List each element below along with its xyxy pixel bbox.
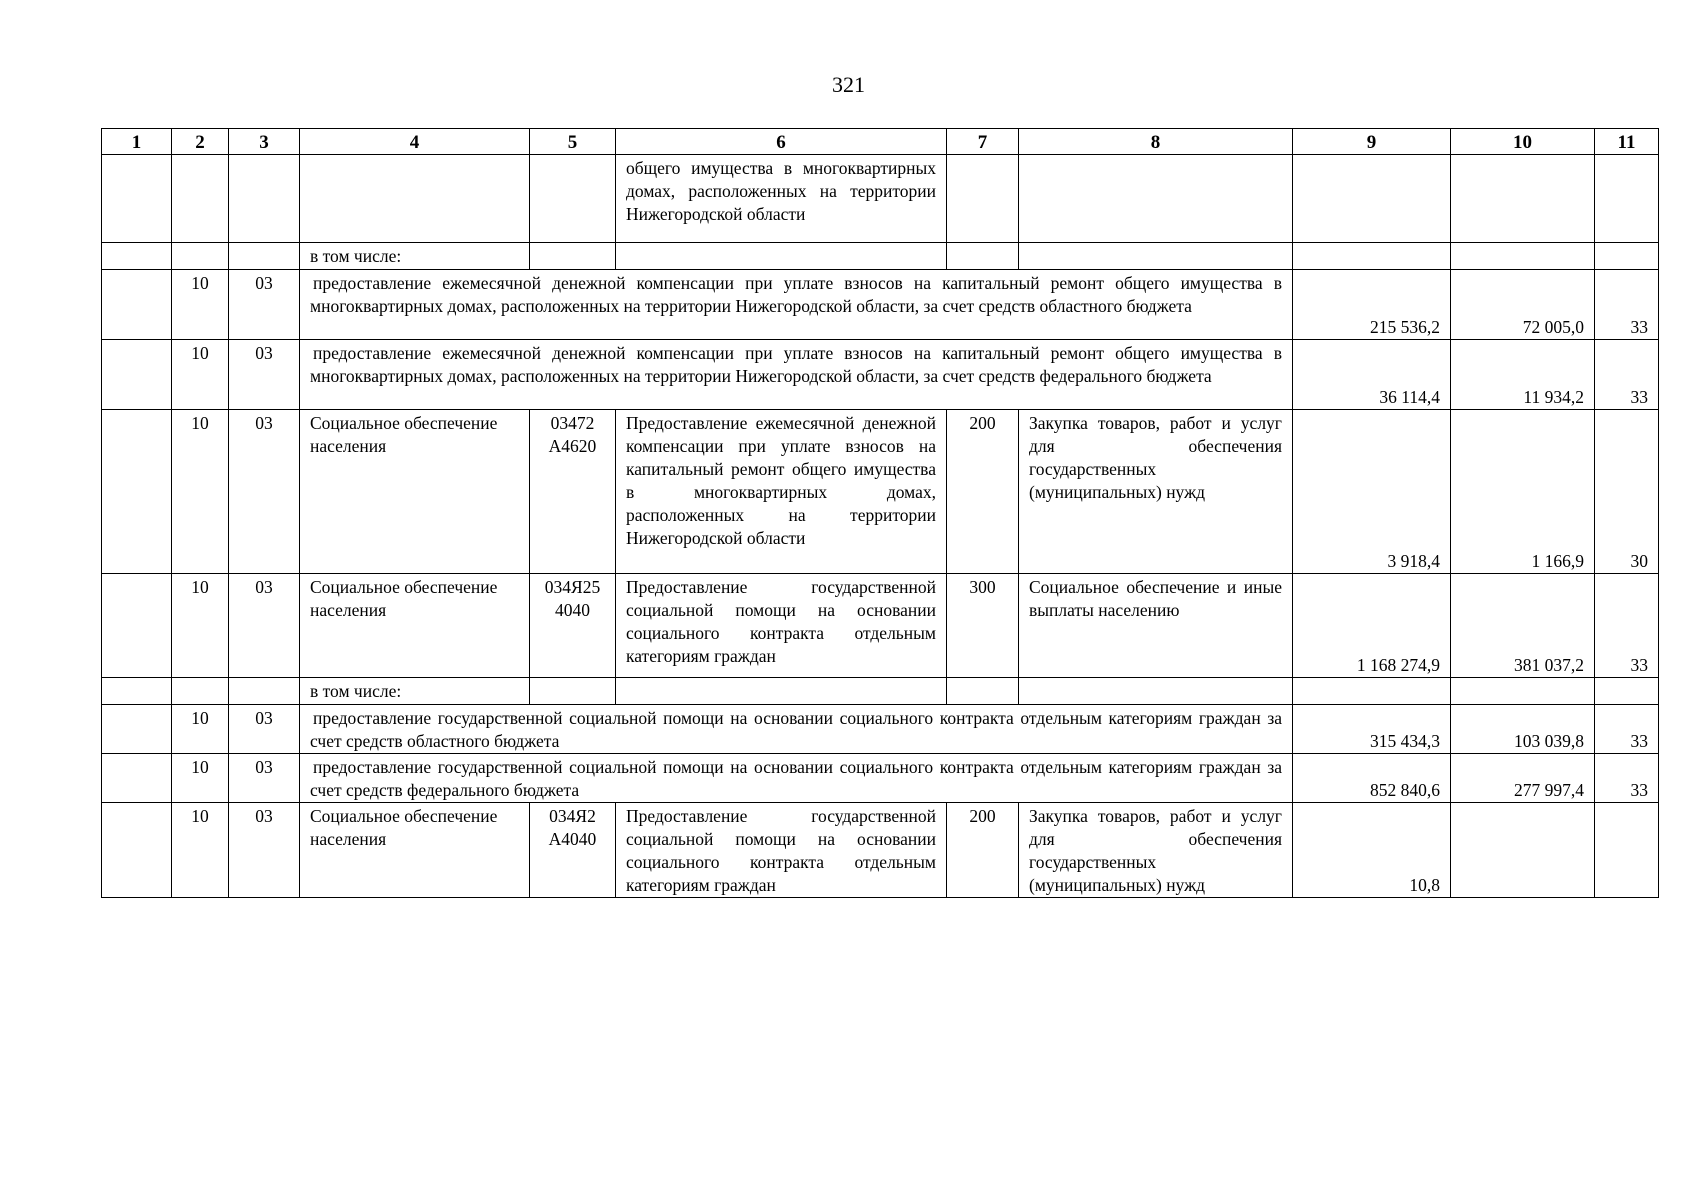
cell-c10: [1451, 155, 1595, 243]
cell-c10: 1 166,9: [1451, 410, 1595, 574]
cell-description: предоставление ежемесячной денежной компенсации при уплате взносов на капитальный ремонт общего имущества в многоквартирных домах, расположенных на территории Нижегородской области, за счет средств федерального бюджета: [300, 340, 1293, 410]
cell-c9: 10,8: [1293, 803, 1451, 898]
column-header: 6: [616, 129, 947, 155]
cell-c3: 03: [229, 270, 300, 340]
cell-c10: 11 934,2: [1451, 340, 1595, 410]
cell-c11: 30: [1595, 410, 1659, 574]
table-row: [102, 155, 1659, 243]
cell-c8: [1019, 678, 1293, 705]
column-header: 5: [530, 129, 616, 155]
cell-c6: [616, 243, 947, 270]
cell-c4: Социальное обеспечение населения: [300, 410, 530, 574]
budget-table: [101, 128, 1659, 898]
cell-c11: [1595, 155, 1659, 243]
cell-c11: 33: [1595, 754, 1659, 803]
column-header: 1: [102, 129, 172, 155]
cell-c3: 03: [229, 754, 300, 803]
cell-c5: 034Я2 А4040: [530, 803, 616, 898]
cell-c7: 300: [947, 574, 1019, 678]
cell-c9: 36 114,4: [1293, 340, 1451, 410]
cell-c10: [1451, 243, 1595, 270]
cell-c9: 215 536,2: [1293, 270, 1451, 340]
cell-c1: [102, 803, 172, 898]
cell-c1: [102, 340, 172, 410]
cell-c2: 10: [172, 410, 229, 574]
cell-c10: 277 997,4: [1451, 754, 1595, 803]
page-number: 321: [832, 72, 865, 97]
cell-description: предоставление ежемесячной денежной компенсации при уплате взносов на капитальный ремонт общего имущества в многоквартирных домах, расположенных на территории Нижегородской области, за счет средств областного бюджета: [300, 270, 1293, 340]
table-row: [102, 574, 1659, 678]
cell-c1: [102, 574, 172, 678]
cell-c9: 3 918,4: [1293, 410, 1451, 574]
cell-c8: Социальное обеспечение и иные выплаты населению: [1019, 574, 1293, 678]
column-header: 11: [1595, 129, 1659, 155]
cell-c1: [102, 705, 172, 754]
cell-c11: 33: [1595, 340, 1659, 410]
cell-c11: 33: [1595, 574, 1659, 678]
cell-c5: 034Я25 4040: [530, 574, 616, 678]
header-row: [102, 129, 1659, 155]
cell-c2: 10: [172, 754, 229, 803]
cell-description: предоставление государственной социальной помощи на основании социального контракта отдельным категориям граждан за счет средств федерального бюджета: [300, 754, 1293, 803]
cell-c4: Социальное обеспечение населения: [300, 574, 530, 678]
cell-c9: 315 434,3: [1293, 705, 1451, 754]
column-header: 8: [1019, 129, 1293, 155]
cell-c11: 33: [1595, 705, 1659, 754]
cell-c5: 03472 А4620: [530, 410, 616, 574]
cell-c10: 103 039,8: [1451, 705, 1595, 754]
cell-c9: 852 840,6: [1293, 754, 1451, 803]
column-header: 9: [1293, 129, 1451, 155]
cell-c2: 10: [172, 270, 229, 340]
cell-c11: [1595, 678, 1659, 705]
cell-c5: [530, 678, 616, 705]
cell-c2: 10: [172, 705, 229, 754]
cell-c8: Закупка товаров, работ и услуг для обеспечения государственных (муниципальных) нужд: [1019, 803, 1293, 898]
cell-c6: общего имущества в многоквартирных домах, расположенных на территории Нижегородской области: [616, 155, 947, 243]
table-row: [102, 340, 1659, 410]
cell-c7: 200: [947, 410, 1019, 574]
cell-c3: 03: [229, 574, 300, 678]
column-header: 10: [1451, 129, 1595, 155]
cell-c2: 10: [172, 340, 229, 410]
cell-c4: в том числе:: [300, 243, 530, 270]
cell-c2: 10: [172, 574, 229, 678]
table-row: [102, 803, 1659, 898]
cell-c8: [1019, 155, 1293, 243]
cell-c10: 72 005,0: [1451, 270, 1595, 340]
cell-c9: [1293, 155, 1451, 243]
cell-c6: Предоставление государственной социальной помощи на основании социального контракта отдельным категориям граждан: [616, 574, 947, 678]
cell-c6: Предоставление государственной социальной помощи на основании социального контракта отдельным категориям граждан: [616, 803, 947, 898]
cell-c3: 03: [229, 705, 300, 754]
cell-c10: [1451, 678, 1595, 705]
table-row: [102, 754, 1659, 803]
column-header: 3: [229, 129, 300, 155]
cell-c7: [947, 678, 1019, 705]
cell-c1: [102, 754, 172, 803]
cell-c3: 03: [229, 803, 300, 898]
table-row: [102, 678, 1659, 705]
cell-c1: [102, 270, 172, 340]
table-row: [102, 705, 1659, 754]
cell-c3: [229, 155, 300, 243]
cell-c11: [1595, 803, 1659, 898]
table-row: [102, 410, 1659, 574]
cell-description: предоставление государственной социальной помощи на основании социального контракта отдельным категориям граждан за счет средств областного бюджета: [300, 705, 1293, 754]
cell-c3: [229, 678, 300, 705]
cell-c8: [1019, 243, 1293, 270]
table-row: [102, 243, 1659, 270]
cell-c1: [102, 410, 172, 574]
cell-c5: [530, 243, 616, 270]
cell-c9: [1293, 678, 1451, 705]
cell-c3: [229, 243, 300, 270]
cell-c4: [300, 155, 530, 243]
cell-c1: [102, 678, 172, 705]
cell-c1: [102, 155, 172, 243]
cell-c9: [1293, 243, 1451, 270]
cell-c2: [172, 678, 229, 705]
cell-c10: 381 037,2: [1451, 574, 1595, 678]
column-header: 2: [172, 129, 229, 155]
cell-c10: [1451, 803, 1595, 898]
cell-c7: [947, 243, 1019, 270]
column-header: 4: [300, 129, 530, 155]
cell-c4: Социальное обеспечение населения: [300, 803, 530, 898]
cell-c8: Закупка товаров, работ и услуг для обеспечения государственных (муниципальных) нужд: [1019, 410, 1293, 574]
cell-c5: [530, 155, 616, 243]
cell-c2: 10: [172, 803, 229, 898]
cell-c2: [172, 155, 229, 243]
column-header: 7: [947, 129, 1019, 155]
cell-c3: 03: [229, 340, 300, 410]
cell-c1: [102, 243, 172, 270]
cell-c3: 03: [229, 410, 300, 574]
cell-c11: 33: [1595, 270, 1659, 340]
cell-c7: [947, 155, 1019, 243]
cell-c4: в том числе:: [300, 678, 530, 705]
cell-c7: 200: [947, 803, 1019, 898]
cell-c9: 1 168 274,9: [1293, 574, 1451, 678]
cell-c11: [1595, 243, 1659, 270]
table-row: [102, 270, 1659, 340]
cell-c6: [616, 678, 947, 705]
cell-c2: [172, 243, 229, 270]
cell-c6: Предоставление ежемесячной денежной компенсации при уплате взносов на капитальный ремонт общего имущества в многоквартирных домах, расположенных на территории Нижегородской области: [616, 410, 947, 574]
